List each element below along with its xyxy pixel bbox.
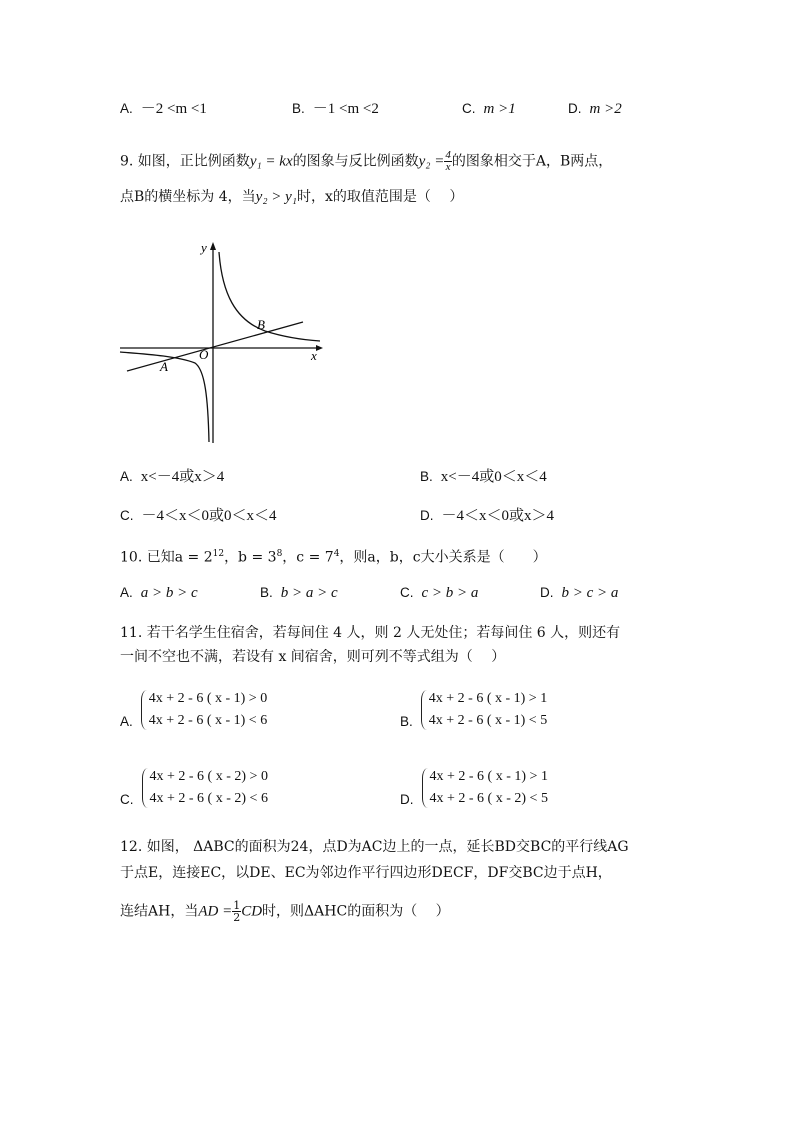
inequality-row: 4x + 2 - 6 ( x - 2) < 6 <box>149 791 268 806</box>
option-label: C. <box>400 585 414 600</box>
option-text: m >2 <box>589 101 622 117</box>
hyperbola-branch-first-quadrant <box>219 252 320 341</box>
x-axis-arrow <box>316 345 323 351</box>
q10-text: ，b = 3 <box>224 549 277 566</box>
q12-stem-line2: 于点E，连接EC，以DE、EC为邻边作平行四边形DECF，DF交BC边于点H， <box>120 865 612 881</box>
q12-eq: AD = <box>198 903 233 920</box>
q9-stem-line1 <box>120 150 612 173</box>
q9-eq1: y₁ = kx <box>249 153 293 170</box>
inequality-system <box>142 766 268 810</box>
q12-stem-line3 <box>120 900 450 923</box>
inequality-row: 4x + 2 - 6 ( x - 1) < 5 <box>428 713 548 728</box>
q11-option-b <box>400 688 547 732</box>
option-label: B. <box>420 469 433 484</box>
q9-text: 时，x的取值范围是（ ） <box>297 189 464 205</box>
q9-function-graph <box>115 238 335 448</box>
q10-option-d <box>540 584 618 602</box>
q8-option-a <box>120 100 207 118</box>
option-text: －4＜x＜0或0＜x＜4 <box>141 508 277 524</box>
option-label: A. <box>120 713 133 729</box>
q9-text: 的图象与反比例函数 <box>292 153 419 170</box>
q8-option-c <box>462 100 516 118</box>
option-label: D. <box>540 585 554 600</box>
q9-text: 的图象相交于A，B两点， <box>451 153 613 170</box>
inequality-row: 4x + 2 - 6 ( x - 2) > 0 <box>149 769 268 784</box>
q10-option-b <box>260 584 338 602</box>
inequality-row: 4x + 2 - 6 ( x - 1) < 6 <box>148 713 268 728</box>
q9-eq2: y₂ = <box>418 153 445 170</box>
option-text: －1 <m <2 <box>312 101 379 117</box>
option-label: A. <box>120 101 133 116</box>
origin-label: O <box>199 347 209 362</box>
inequality-system <box>422 766 548 810</box>
q9-option-b <box>420 468 547 486</box>
option-label: B. <box>292 101 305 116</box>
q9-inequality: y₂ > y₁ <box>255 189 298 205</box>
q12-stem-line1: 12. 如图， ΔABC的面积为24，点D为AC边上的一点，延长BD交BC的平行线AG <box>120 839 629 855</box>
point-a-label: A <box>160 359 168 374</box>
option-label: C. <box>462 101 476 116</box>
q12-text: 连结AH，当 <box>120 903 199 920</box>
y-axis-arrow <box>210 242 216 250</box>
option-text: b > a > c <box>280 585 338 601</box>
exponent: 8 <box>276 549 283 559</box>
inequality-row: 4x + 2 - 6 ( x - 1) > 0 <box>148 691 268 706</box>
exponent: 4 <box>333 549 340 559</box>
q8-option-d <box>568 100 622 118</box>
option-label: C. <box>120 791 134 807</box>
q12-eq: CD <box>241 903 263 920</box>
q10-text: ，c = 7 <box>282 549 334 566</box>
fraction-denominator: x <box>445 161 451 173</box>
q9-stem-line2 <box>120 188 463 206</box>
q11-option-d <box>400 766 548 810</box>
option-label: D. <box>420 508 434 523</box>
q11-option-c <box>120 766 268 810</box>
q9-fraction <box>444 150 452 173</box>
q11-stem-line1: 11. 若干名学生住宿舍，若每间住 4 人，则 2 人无处住；若每间住 6 人，则还有 <box>120 625 621 641</box>
q10-text: 10. 已知a = 2 <box>120 549 213 566</box>
inequality-row: 4x + 2 - 6 ( x - 2) < 5 <box>429 791 548 806</box>
q9-option-a <box>120 468 224 486</box>
x-axis-label: x <box>311 348 317 363</box>
q12-text: 时，则ΔAHC的面积为（ ） <box>262 903 450 920</box>
q11-option-a <box>120 688 267 732</box>
option-text: x<－4或x＞4 <box>140 469 225 485</box>
q8-option-b <box>292 100 379 118</box>
option-text: b > c > a <box>561 585 619 601</box>
option-label: C. <box>120 508 134 523</box>
option-label: D. <box>400 791 414 807</box>
q10-option-c <box>400 584 478 602</box>
option-text: c > b > a <box>421 585 479 601</box>
q9-option-d <box>420 507 554 525</box>
q10-stem <box>120 545 547 567</box>
y-axis-label: y <box>201 240 207 255</box>
inequality-system <box>421 688 547 732</box>
q12-fraction <box>232 900 241 923</box>
q9-option-c <box>120 507 277 525</box>
option-text: －4＜x＜0或x＞4 <box>441 508 555 524</box>
fraction-numerator: 1 <box>233 899 241 912</box>
q9-text: 点B的横坐标为 4，当 <box>120 189 256 205</box>
inequality-row: 4x + 2 - 6 ( x - 1) > 1 <box>429 769 548 784</box>
option-text: m >1 <box>483 101 516 117</box>
option-label: D. <box>568 101 582 116</box>
q11-stem-line2: 一间不空也不满，若设有 x 间宿舍，则可列不等式组为（ ） <box>120 649 506 665</box>
q9-text: 9. 如图，正比例函数 <box>120 153 250 170</box>
point-b-label: B <box>257 317 265 332</box>
fraction-numerator: 4 <box>445 149 451 161</box>
option-label: B. <box>400 713 413 729</box>
inequality-system <box>141 688 267 732</box>
option-text: a > b > c <box>140 585 198 601</box>
inequality-row: 4x + 2 - 6 ( x - 1) > 1 <box>428 691 548 706</box>
proportional-function-line <box>127 322 303 371</box>
option-text: x<－4或0＜x＜4 <box>440 469 547 485</box>
option-text: －2 <m <1 <box>140 101 207 117</box>
option-label: A. <box>120 469 133 484</box>
exponent: 12 <box>212 549 225 559</box>
option-label: A. <box>120 585 133 600</box>
q10-option-a <box>120 584 198 602</box>
fraction-denominator: 2 <box>233 911 241 924</box>
q10-text: ，则a，b，c大小关系是（ ） <box>339 549 547 566</box>
option-label: B. <box>260 585 273 600</box>
